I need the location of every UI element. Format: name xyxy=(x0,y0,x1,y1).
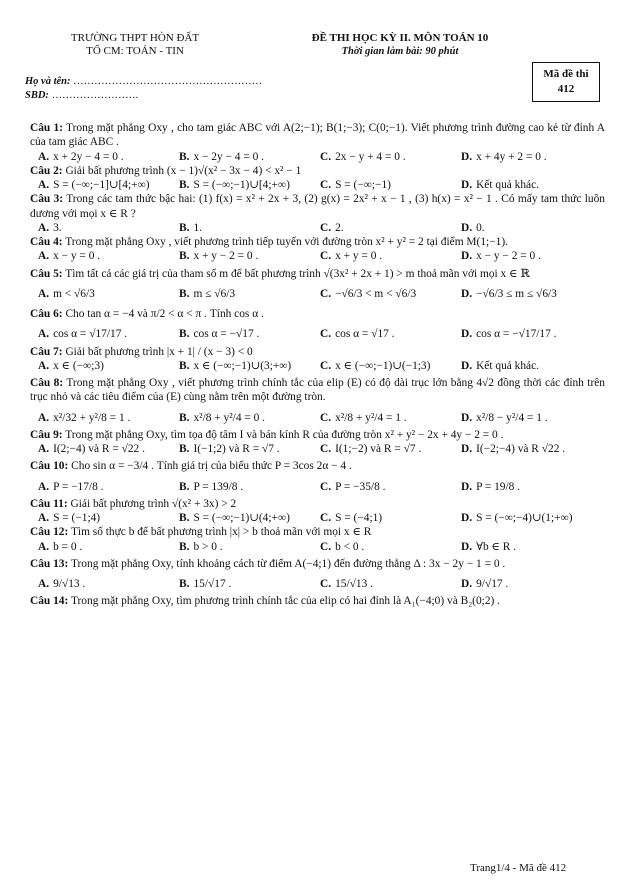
question-label: Câu 4: xyxy=(30,236,63,248)
option-key: D. xyxy=(461,150,473,163)
option-value: x + 2y − 4 = 0 . xyxy=(53,150,124,163)
name-label: Họ và tên: xyxy=(25,76,71,87)
option-b[interactable] xyxy=(171,150,312,164)
option-value: 1. xyxy=(193,221,202,234)
option-key: B. xyxy=(179,221,190,234)
sbd-field[interactable]: ……………………. xyxy=(48,90,139,101)
option-b[interactable] xyxy=(171,511,312,525)
department: TỔ CM: TOÁN - TIN xyxy=(86,45,184,57)
option-value: x + 4y + 2 = 0 . xyxy=(476,150,547,163)
question-text: Trong mặt phẳng Oxy, tính khoảng cách từ điểm A(−4;1) đến đường thẳng Δ : 3x − 2y − 1 = 0 . xyxy=(70,557,506,570)
question-list xyxy=(30,121,605,609)
option-c[interactable] xyxy=(312,411,453,425)
option-value: cos α = √17/17 . xyxy=(53,328,128,341)
option-value: I(−1;2) và R = √7 . xyxy=(193,443,280,455)
option-value: S = (−1;4) xyxy=(53,512,101,524)
option-value: cos α = −√17/17 . xyxy=(476,328,557,341)
option-key: A. xyxy=(38,540,50,553)
question-text: Tìm số thực b để bất phương trình |x| > b thoả mãn với mọi x ∈ R xyxy=(70,526,372,539)
option-value: m < √6/3 xyxy=(53,287,95,300)
option-value: −√6/3 ≤ m ≤ √6/3 xyxy=(476,287,557,300)
option-a[interactable] xyxy=(30,480,171,494)
question-text: Trong mặt phẳng Oxy, tìm tọa độ tâm I và bán kính R của đường tròn x² + y² − 2x + 4y − 2 = 0 . xyxy=(65,428,504,441)
options-row xyxy=(30,408,605,428)
question-1 xyxy=(30,121,605,164)
question-label: Câu 13: xyxy=(30,557,69,570)
option-a[interactable] xyxy=(30,150,171,164)
question-label: Câu 11: xyxy=(30,497,68,510)
option-key: A. xyxy=(38,328,50,341)
option-key: C. xyxy=(320,359,332,372)
option-d[interactable] xyxy=(453,178,594,192)
option-b[interactable] xyxy=(171,540,312,554)
option-c[interactable] xyxy=(312,511,453,525)
option-d[interactable] xyxy=(453,287,594,301)
option-value: S = (−∞;−4)∪(1;+∞) xyxy=(476,512,573,524)
question-stem xyxy=(30,373,605,408)
option-value: 15/√13 . xyxy=(335,578,373,590)
option-key: C. xyxy=(320,411,332,424)
option-key: A. xyxy=(38,443,50,455)
option-key: A. xyxy=(38,287,50,300)
question-9 xyxy=(30,428,605,457)
question-text: Cho sin α = −3/4 . Tính giá trị của biểu thức P = 3cos 2α − 4 . xyxy=(71,460,352,473)
school-header xyxy=(30,32,240,58)
option-value: 0. xyxy=(476,221,485,234)
question-text: Giải bất phương trình |x + 1| / (x − 3) < 0 xyxy=(65,345,253,358)
option-value: Kết quả khác. xyxy=(476,179,540,191)
question-text: Trong mặt phẳng Oxy , cho tam giác ABC với A(2;−1); B(1;−3); C(0;−1). Viết phương trình đường cao kẻ từ đỉnh A của tam giác ABC . xyxy=(30,122,606,149)
option-key: C. xyxy=(320,250,332,263)
option-key: A. xyxy=(38,359,50,372)
option-key: A. xyxy=(38,179,50,191)
question-label: Câu 12: xyxy=(30,526,69,539)
option-value: I(2;−4) và R = √22 . xyxy=(53,443,145,455)
option-key: D. xyxy=(461,480,473,493)
question-text: Trong các tam thức bậc hai: (1) f(x) = x² + 2x + 3, (2) g(x) = 2x² + x − 1 , (3) h(x) = x² − 1 . Có mấy tam thức luôn dương với mọi x ∈ R ? xyxy=(30,193,605,220)
options-row xyxy=(30,359,605,373)
question-4 xyxy=(30,235,605,264)
option-value: x + y − 2 = 0 . xyxy=(193,250,259,263)
option-value: P = 139/8 . xyxy=(193,480,244,493)
option-d[interactable] xyxy=(453,577,594,591)
option-value: 9/√13 . xyxy=(53,578,86,590)
option-value: b > 0 . xyxy=(193,540,223,553)
question-text: Trong mặt phẳng Oxy, tìm phương trình chính tắc của elip có hai đỉnh là A₁(−4;0) và B₂(0;2) . xyxy=(70,595,501,608)
option-key: D. xyxy=(461,250,473,263)
question-stem xyxy=(30,192,605,221)
options-row xyxy=(30,178,605,192)
question-6 xyxy=(30,304,605,345)
option-key: A. xyxy=(38,578,50,590)
question-stem xyxy=(30,264,605,284)
option-key: B. xyxy=(179,150,190,163)
option-value: S = (−∞;−1) xyxy=(335,179,391,191)
option-value: S = (−∞;−1)∪(4;+∞) xyxy=(193,512,290,524)
exam-code-label: Mã đề thi xyxy=(543,68,589,80)
option-d[interactable] xyxy=(453,540,594,554)
option-key: B. xyxy=(179,443,190,455)
option-d[interactable] xyxy=(453,249,594,263)
option-a[interactable] xyxy=(30,442,171,456)
option-key: C. xyxy=(320,150,332,163)
question-stem xyxy=(30,235,605,249)
question-12 xyxy=(30,525,605,554)
option-a[interactable] xyxy=(30,359,171,373)
option-key: B. xyxy=(179,578,190,590)
option-key: B. xyxy=(179,328,190,341)
option-b[interactable] xyxy=(171,249,312,263)
option-key: D. xyxy=(461,179,473,191)
option-c[interactable] xyxy=(312,480,453,494)
option-key: C. xyxy=(320,328,332,341)
option-value: 2. xyxy=(335,221,344,234)
question-label: Câu 9: xyxy=(30,428,63,441)
option-d[interactable] xyxy=(453,221,594,235)
option-key: B. xyxy=(179,512,190,524)
option-value: x − 2y − 4 = 0 . xyxy=(193,150,264,163)
option-value: x²/8 − y²/4 = 1 . xyxy=(476,411,548,424)
option-c[interactable] xyxy=(312,178,453,192)
question-stem xyxy=(30,497,605,511)
option-value: x + y = 0 . xyxy=(335,250,383,263)
question-label: Câu 10: xyxy=(30,460,69,473)
option-value: ∀b ∈ R . xyxy=(476,540,517,553)
options-row xyxy=(30,540,605,554)
option-key: D. xyxy=(461,540,473,553)
exam-title: ĐỀ THI HỌC KỲ II. MÔN TOÁN 10 xyxy=(311,32,489,44)
question-label: Câu 14: xyxy=(30,595,69,608)
question-stem xyxy=(30,594,605,608)
question-stem xyxy=(30,525,605,539)
student-info xyxy=(25,75,262,103)
option-value: P = 19/8 . xyxy=(476,480,521,493)
option-a[interactable] xyxy=(30,577,171,591)
exam-code-box xyxy=(532,62,600,102)
option-value: x²/8 + y²/4 = 0 . xyxy=(193,411,266,424)
option-value: P = −35/8 . xyxy=(335,480,386,493)
question-stem xyxy=(30,554,605,574)
option-a[interactable] xyxy=(30,221,171,235)
question-stem xyxy=(30,345,605,359)
question-stem xyxy=(30,428,605,442)
question-text: Giải bất phương trình √(x² + 3x) > 2 xyxy=(70,497,237,510)
question-stem xyxy=(30,304,605,324)
option-key: C. xyxy=(320,221,332,234)
option-c[interactable] xyxy=(312,442,453,456)
option-value: −√6/3 < m < √6/3 xyxy=(335,287,417,300)
question-10 xyxy=(30,456,605,497)
option-key: C. xyxy=(320,578,332,590)
question-text: Cho tan α = −4 và π/2 < α < π . Tính cos α . xyxy=(65,308,264,320)
question-text: Tìm tất cả các giá trị của tham số m để bất phương trình √(3x² + 2x + 1) > m thoả mãn với mọi x ∈ ℝ xyxy=(65,267,530,280)
question-3 xyxy=(30,192,605,235)
option-value: x ∈ (−∞;3) xyxy=(53,359,104,372)
options-row xyxy=(30,574,605,594)
options-row xyxy=(30,249,605,263)
option-a[interactable] xyxy=(30,511,171,525)
option-value: x ∈ (−∞;−1)∪(−1;3) xyxy=(335,359,431,372)
option-value: Kết quả khác. xyxy=(476,359,540,372)
option-value: x − y − 2 = 0 . xyxy=(476,250,541,263)
option-key: D. xyxy=(461,359,473,372)
question-stem xyxy=(30,121,605,150)
sbd-label: SBD: xyxy=(25,90,49,101)
option-key: B. xyxy=(179,411,190,424)
question-label: Câu 3: xyxy=(30,193,64,206)
options-row xyxy=(30,221,605,235)
option-d[interactable] xyxy=(453,442,594,456)
option-value: 2x − y + 4 = 0 . xyxy=(335,150,406,163)
option-b[interactable] xyxy=(171,221,312,235)
option-key: C. xyxy=(320,287,332,300)
option-a[interactable] xyxy=(30,287,171,301)
option-b[interactable] xyxy=(171,442,312,456)
option-key: A. xyxy=(38,221,50,234)
option-c[interactable] xyxy=(312,150,453,164)
option-d[interactable] xyxy=(453,480,594,494)
option-key: B. xyxy=(179,359,190,372)
option-d[interactable] xyxy=(453,411,594,425)
option-value: m ≤ √6/3 xyxy=(193,287,236,300)
option-b[interactable] xyxy=(171,327,312,341)
options-row xyxy=(30,150,605,164)
options-row xyxy=(30,442,605,456)
options-row xyxy=(30,284,605,304)
question-stem xyxy=(30,456,605,476)
option-d[interactable] xyxy=(453,511,594,525)
option-key: A. xyxy=(38,411,50,424)
option-a[interactable] xyxy=(30,249,171,263)
options-row xyxy=(30,477,605,497)
question-7 xyxy=(30,345,605,374)
option-d[interactable] xyxy=(453,327,594,341)
exam-header xyxy=(270,32,530,58)
option-c[interactable] xyxy=(312,327,453,341)
option-key: C. xyxy=(320,443,332,455)
option-key: C. xyxy=(320,540,332,553)
option-key: A. xyxy=(38,250,50,263)
option-value: I(1;−2) và R = √7 . xyxy=(335,443,422,455)
question-label: Câu 7: xyxy=(30,345,63,358)
option-a[interactable] xyxy=(30,411,171,425)
question-14 xyxy=(30,594,605,608)
question-stem xyxy=(30,164,605,178)
question-label: Câu 2: xyxy=(30,164,63,177)
question-label: Câu 8: xyxy=(30,377,64,389)
option-c[interactable] xyxy=(312,577,453,591)
question-11 xyxy=(30,497,605,526)
option-key: D. xyxy=(461,287,473,300)
option-key: D. xyxy=(461,328,473,341)
option-value: cos α = −√17 . xyxy=(193,328,260,341)
option-value: S = (−4;1) xyxy=(335,512,383,524)
option-key: B. xyxy=(179,250,190,263)
option-value: x ∈ (−∞;−1)∪(3;+∞) xyxy=(193,359,292,372)
question-8 xyxy=(30,373,605,428)
option-b[interactable] xyxy=(171,178,312,192)
question-text: Giải bất phương trình (x − 1)√(x² − 3x − 4) < x² − 1 xyxy=(65,164,302,177)
option-c[interactable] xyxy=(312,249,453,263)
option-key: D. xyxy=(461,512,473,524)
option-b[interactable] xyxy=(171,359,312,373)
option-key: B. xyxy=(179,179,190,191)
option-key: A. xyxy=(38,150,50,163)
school-name: TRƯỜNG THPT HÒN ĐẤT xyxy=(70,32,200,44)
option-value: 9/√17 . xyxy=(476,578,509,590)
option-c[interactable] xyxy=(312,221,453,235)
options-row xyxy=(30,324,605,344)
option-value: P = −17/8 . xyxy=(53,480,104,493)
option-key: D. xyxy=(461,443,473,455)
option-c[interactable] xyxy=(312,540,453,554)
option-b[interactable] xyxy=(171,577,312,591)
option-c[interactable] xyxy=(312,359,453,373)
question-5 xyxy=(30,264,605,305)
option-value: x²/32 + y²/8 = 1 . xyxy=(53,411,131,424)
option-value: x − y = 0 . xyxy=(53,250,101,263)
question-text: Trong mặt phẳng Oxy , viết phương trình chính tắc của elip (E) có độ dài trục lớn bằng 4√2 đồng thời các đỉnh trên trục nhỏ và các tiêu điểm của (E) cùng nằm trên một đường tròn. xyxy=(30,377,605,404)
option-a[interactable] xyxy=(30,327,171,341)
option-b[interactable] xyxy=(171,480,312,494)
option-d[interactable] xyxy=(453,359,594,373)
option-value: S = (−∞;−1]∪[4;+∞) xyxy=(53,179,150,191)
option-a[interactable] xyxy=(30,540,171,554)
option-value: x²/8 + y²/4 = 1 . xyxy=(335,411,407,424)
option-key: B. xyxy=(179,480,190,493)
option-key: A. xyxy=(38,512,50,524)
question-label: Câu 6: xyxy=(30,308,63,320)
option-value: I(−2;−4) và R √22 . xyxy=(476,443,566,455)
question-13 xyxy=(30,554,605,595)
option-key: C. xyxy=(320,480,332,493)
option-value: b = 0 . xyxy=(53,540,83,553)
option-value: b < 0 . xyxy=(335,540,365,553)
question-label: Câu 5: xyxy=(30,267,63,280)
option-b[interactable] xyxy=(171,287,312,301)
option-value: 3. xyxy=(53,221,62,234)
option-key: B. xyxy=(179,287,190,300)
question-label: Câu 1: xyxy=(30,122,63,134)
option-key: B. xyxy=(179,540,190,553)
option-a[interactable] xyxy=(30,178,171,192)
exam-duration: Thời gian làm bài: 90 phút xyxy=(341,46,459,57)
option-key: C. xyxy=(320,179,332,191)
option-key: C. xyxy=(320,512,332,524)
exam-code-value: 412 xyxy=(557,83,575,95)
option-c[interactable] xyxy=(312,287,453,301)
options-row xyxy=(30,511,605,525)
option-value: 15/√17 . xyxy=(193,578,232,590)
option-key: D. xyxy=(461,221,473,234)
option-b[interactable] xyxy=(171,411,312,425)
question-text: Trong mặt phẳng Oxy , viết phương trình tiếp tuyến với đường tròn x² + y² = 2 tại điểm M(1;−1). xyxy=(65,236,508,248)
question-2 xyxy=(30,164,605,193)
option-value: S = (−∞;−1)∪[4;+∞) xyxy=(193,179,290,191)
option-d[interactable] xyxy=(453,150,594,164)
option-value: cos α = √17 . xyxy=(335,328,395,341)
option-key: A. xyxy=(38,480,50,493)
name-field[interactable]: ……………………………………………… xyxy=(70,76,263,87)
option-key: D. xyxy=(461,411,473,424)
option-key: D. xyxy=(461,578,473,590)
page-footer: Trang1/4 - Mã đề 412 xyxy=(470,862,567,874)
